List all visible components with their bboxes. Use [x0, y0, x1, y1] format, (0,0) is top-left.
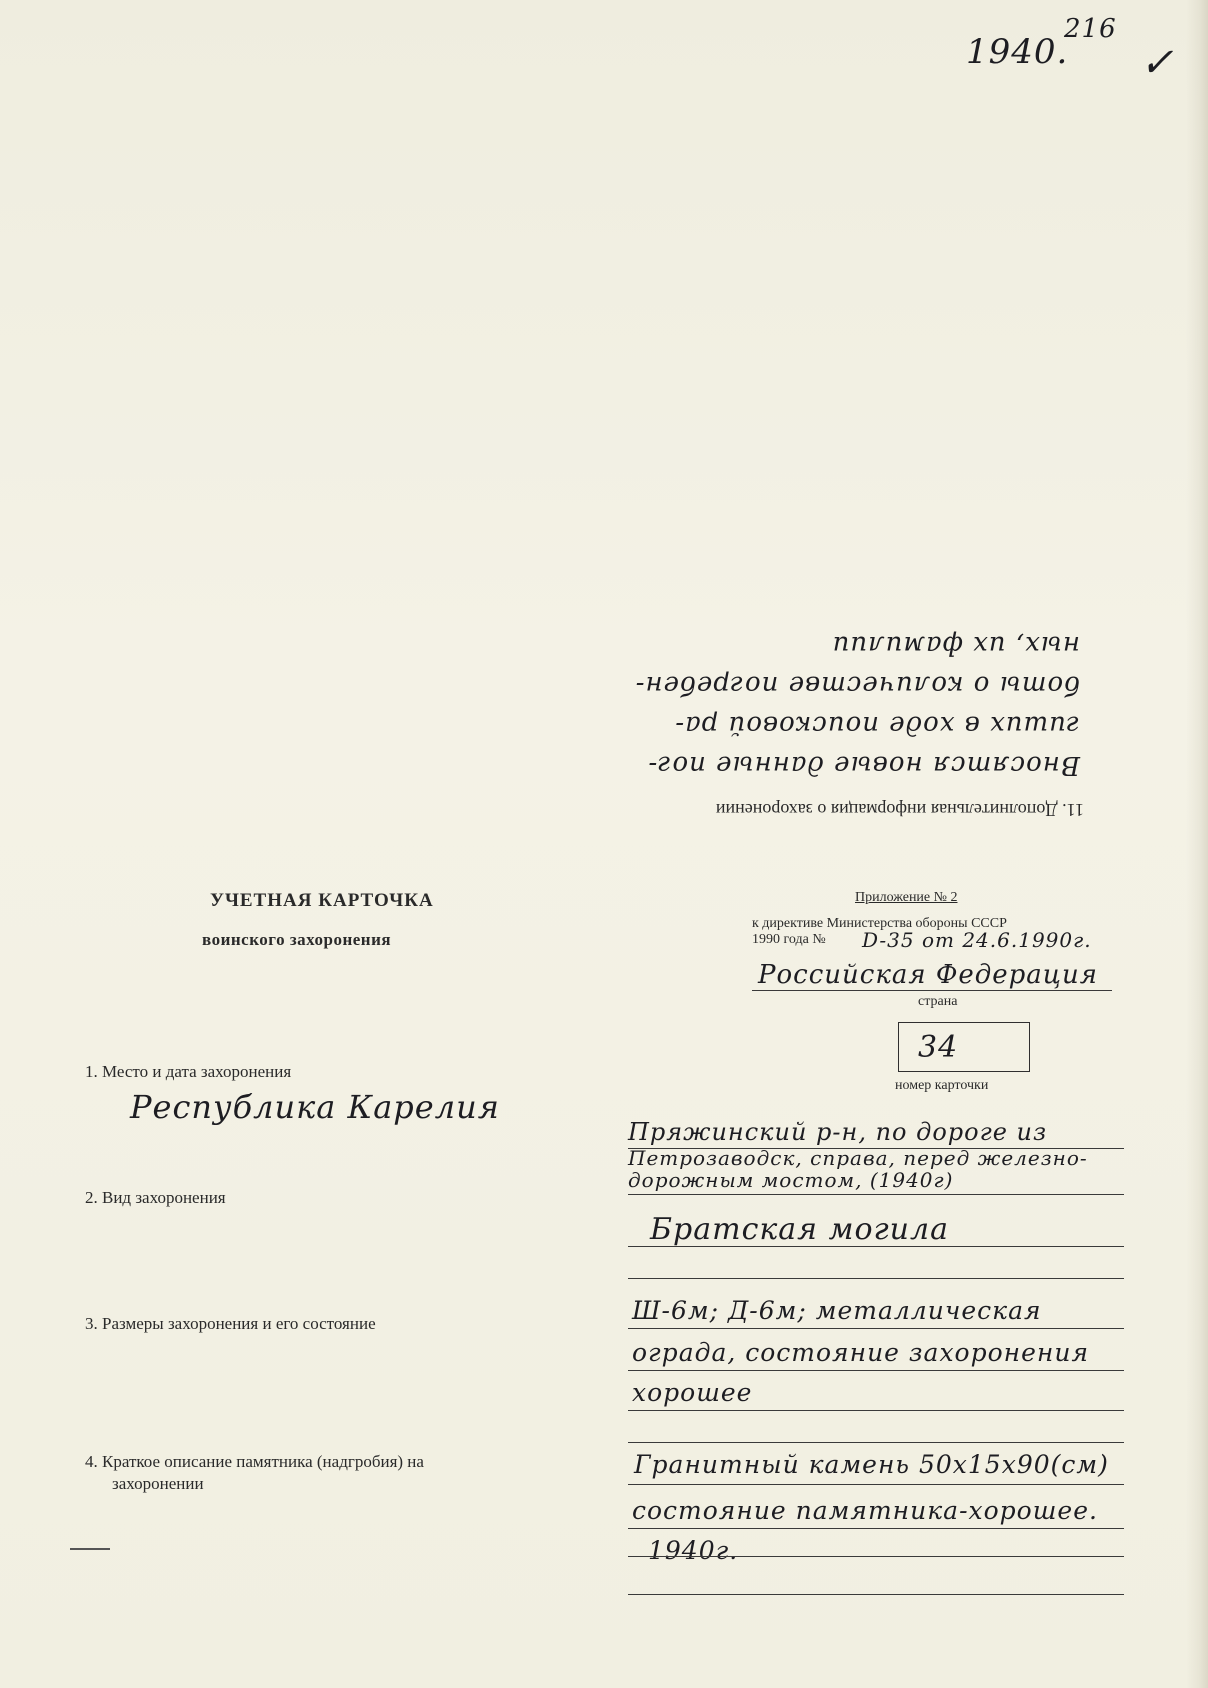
item-4-value-line-1: Гранитный камень 50х15х90(см): [634, 1450, 1109, 1479]
year-note: 1940.: [966, 32, 1069, 72]
section-11-line-1: Вносятся новые данные пог-: [647, 750, 1080, 780]
item-1-label: 1. Место и дата захоронения: [85, 1062, 292, 1081]
item-2-line-2: [628, 1278, 1124, 1279]
stray-mark: [70, 1548, 110, 1550]
check-mark: ✓: [1140, 40, 1175, 86]
page-number-note: 216: [1064, 14, 1117, 44]
card-number-value: 34: [918, 1030, 959, 1065]
item-3-value-line-3: хорошее: [632, 1378, 753, 1407]
country-caption: страна: [918, 994, 958, 1009]
item-3-line-4: [628, 1442, 1124, 1443]
item-4-line-4: [628, 1594, 1124, 1595]
card-subtitle: воинского захоронения: [202, 930, 392, 949]
appendix-label: Приложение № 2: [855, 890, 958, 905]
item-3-value-line-2: ограда, состояние захоронения: [632, 1338, 1090, 1367]
card-number-caption: номер карточки: [895, 1078, 989, 1093]
item-2-line-1: [628, 1246, 1124, 1247]
paper-edge: [1186, 0, 1208, 1688]
item-4-label-line-2: захоронении: [112, 1474, 204, 1493]
country-line: [752, 990, 1112, 991]
item-2-label: 2. Вид захоронения: [85, 1188, 226, 1207]
section-11-line-4: ных, их фамилии: [831, 630, 1080, 660]
item-3-line-3: [628, 1410, 1124, 1411]
item-3-line-1: [628, 1328, 1124, 1329]
section-11-line-3: боты о количестве погребен-: [634, 670, 1080, 700]
item-4-value-line-2: состояние памятника-хорошее.: [632, 1496, 1098, 1525]
section-11-label: 11. Дополнительная информация о захоронении: [715, 800, 1084, 820]
item-3-line-2: [628, 1370, 1124, 1371]
directive-line-2: 1990 года №: [752, 932, 826, 947]
item-1-value-line-3: дорожным мостом, (1940г): [628, 1168, 954, 1192]
directive-number: D-35 от 24.6.1990г.: [862, 928, 1092, 952]
item-1-line-2: [628, 1194, 1124, 1195]
item-1-value-line-2: Петрозаводск, справа, перед железно-: [628, 1146, 1088, 1170]
directive-line-1: к директиве Министерства обороны СССР: [752, 916, 1007, 931]
item-3-label: 3. Размеры захоронения и его состояние: [85, 1314, 376, 1333]
item-4-line-1: [628, 1484, 1124, 1485]
item-2-value-line-1: Братская могила: [650, 1212, 949, 1247]
rotated-section-11: [630, 612, 1120, 820]
item-3-value-line-1: Ш-6м; Д-6м; металлическая: [632, 1296, 1042, 1325]
item-1-left-value: Республика Карелия: [130, 1088, 500, 1126]
section-11-line-2: гиших в ходе поисковой ра-: [674, 710, 1080, 740]
card-title: УЧЕТНАЯ КАРТОЧКА: [210, 890, 434, 911]
item-1-value-line-1: Пряжинский р-н, по дороге из: [628, 1118, 1048, 1146]
item-4-line-3: [628, 1556, 1124, 1557]
country-value: Российская Федерация: [758, 960, 1098, 990]
item-4-line-2: [628, 1528, 1124, 1529]
item-4-label-line-1: 4. Краткое описание памятника (надгробия) на: [85, 1452, 424, 1471]
item-4-value-line-3: 1940г.: [648, 1536, 739, 1565]
